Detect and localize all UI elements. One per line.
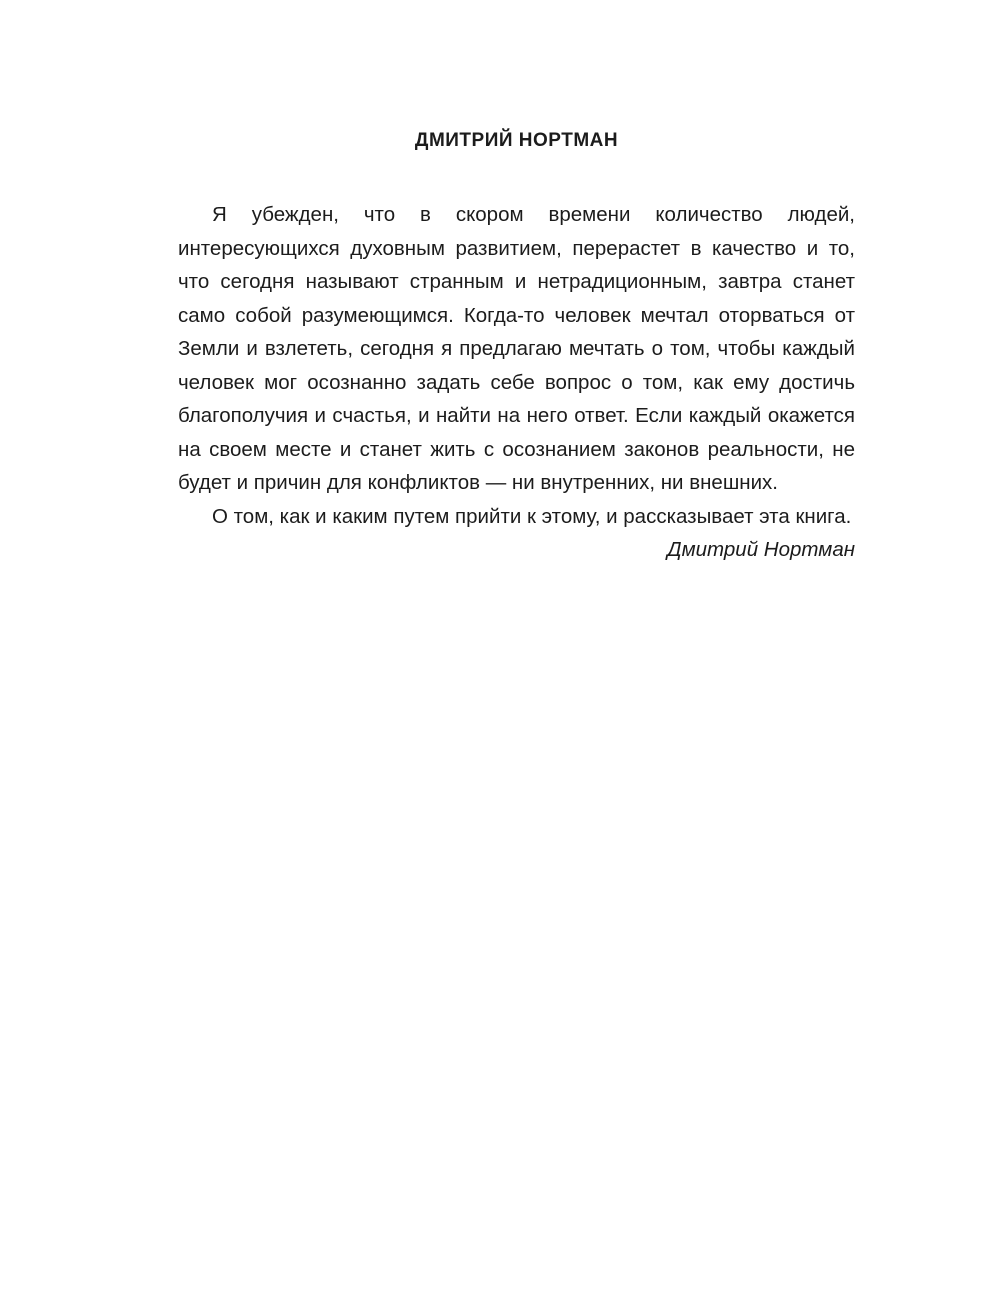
author-heading: ДМИТРИЙ НОРТМАН <box>414 130 619 151</box>
annotation-paragraph: Я убежден, что в скором времени количество людей, интересующихся духовным развитием, перерастет в качество и то, что сегодня называют странным и нетрадиционным, завтра станет само собой разумеющимся. Когда-то человек мечтал оторваться от Земли и взлететь, сегодня я предлагаю мечтать о том, чтобы каждый человек мог осознанно задать себе вопрос о том, как ему достичь благополучия и счастья, и найти на него ответ. Если каждый окажется на своем месте и станет жить с осознанием законов реальности, не будет и причин для конфликтов — ни внутренних, ни внешних. <box>178 203 855 494</box>
author-signature: Дмитрий Нортман <box>667 538 855 561</box>
annotation-paragraph: О том, как и каким путем прийти к этому, и рассказывает эта книга. <box>212 504 852 528</box>
annotation-text-block <box>178 198 855 533</box>
